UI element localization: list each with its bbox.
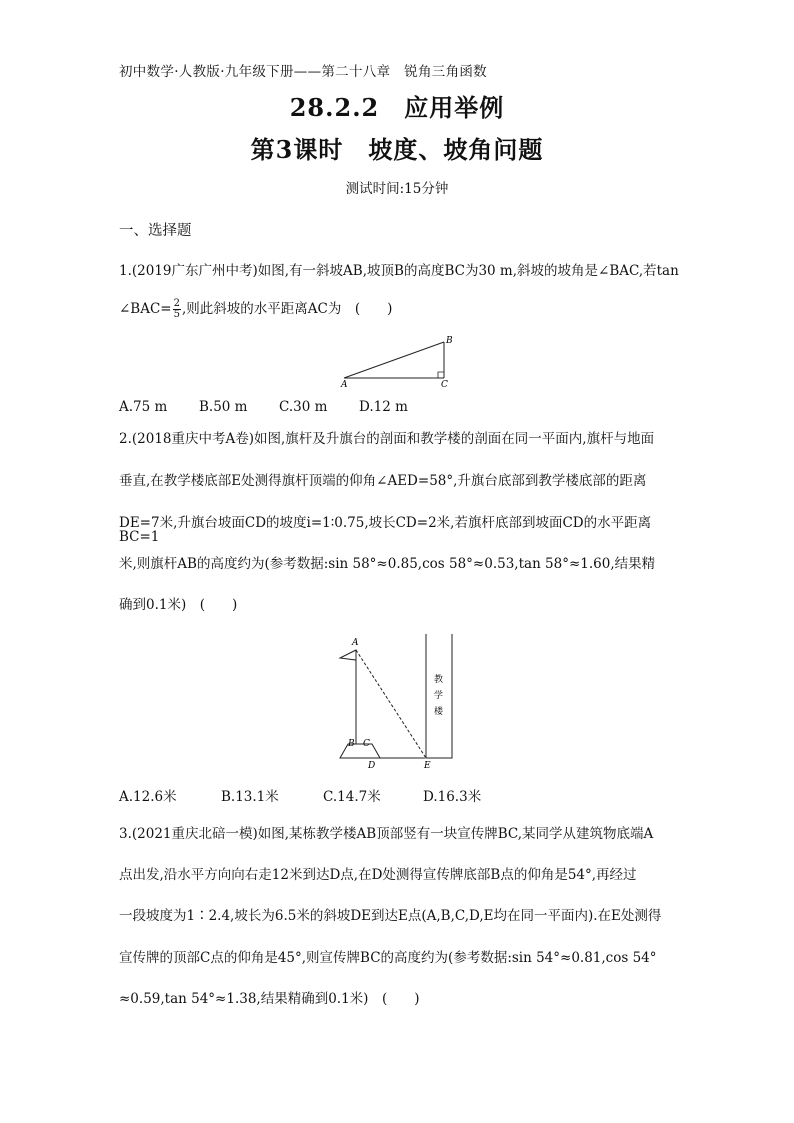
q1-fraction [173, 299, 181, 320]
q1-line2-b: ,则此斜坡的水平距离AC为 ( ) [182, 301, 393, 317]
q2-label-e: E [424, 761, 431, 771]
q2-label-c: C [363, 739, 370, 749]
q3-line2: 点出发,沿水平方向向右走12米到达D点,在D处测得宣传牌底部B点的仰角是54°,再经过 [119, 867, 637, 883]
q1-line-ab [344, 342, 444, 378]
q1-label-c: C [441, 380, 448, 390]
q2-flag [340, 650, 356, 660]
test-time: 测试时间:15分钟 [345, 181, 449, 197]
q1-frac-num: 2 [173, 298, 180, 309]
q2-label-d: D [368, 761, 376, 771]
q1-line1: 1.(2019广东广州中考)如图,有一斜坡AB,坡顶B的高度BC为30 m,斜坡的坡角是∠BAC,若tan [119, 263, 679, 279]
q2-label-b: B [348, 739, 355, 749]
q2-option-a[interactable]: A.12.6米 [119, 789, 177, 805]
header-breadcrumb: 初中数学·人教版·九年级下册——第二十八章 锐角三角函数 [119, 64, 487, 80]
q1-label-a: A [341, 380, 348, 390]
q1-option-d[interactable]: D.12 m [359, 399, 408, 415]
q1-figure [330, 332, 470, 392]
q3-line4: 宣传牌的顶部C点的仰角是45°,则宣传牌BC的高度约为(参考数据:sin 54°≈0.81,cos 54° [119, 950, 657, 966]
q1-option-a[interactable]: A.75 m [119, 399, 168, 415]
q1-line2 [119, 299, 679, 320]
q2-option-d[interactable]: D.16.3米 [423, 789, 482, 805]
q2-building-char3: 楼 [434, 707, 444, 717]
q1-frac-den: 5 [173, 309, 180, 320]
q2-line2: 垂直,在教学楼底部E处测得旗杆顶端的仰角∠AED=58°,升旗台底部到教学楼底部的距离 [119, 473, 647, 489]
q2-platform [340, 744, 380, 758]
q3-line5: ≈0.59,tan 54°≈1.38,结果精确到0.1米) ( ) [119, 991, 420, 1007]
q1-line2-a: ∠BAC= [119, 301, 172, 317]
q2-line5: 确到0.1米) ( ) [119, 597, 238, 613]
q2-options [119, 785, 679, 805]
lesson-title: 第3课时 坡度、坡角问题 [250, 135, 544, 164]
section-heading: 一、选择题 [119, 223, 192, 239]
q1-option-b[interactable]: B.50 m [199, 399, 248, 415]
q3-line3: 一段坡度为1∶2.4,坡长为6.5米的斜坡DE到达E点(A,B,C,D,E均在同一平面内).在E处测得 [119, 908, 662, 924]
q2-label-a: A [352, 638, 359, 648]
q2-line1: 2.(2018重庆中考A卷)如图,旗杆及升旗台的剖面和教学楼的剖面在同一平面内,旗杆与地面 [119, 431, 655, 447]
q1-options [119, 399, 679, 415]
q1-option-c[interactable]: C.30 m [279, 399, 328, 415]
q1-label-b: B [446, 336, 453, 346]
q2-figure [330, 634, 470, 776]
q2-building-char1: 教 [434, 675, 444, 685]
q2-line3: DE=7米,升旗台坡面CD的坡度i=1∶0.75,坡长CD=2米,若旗杆底部到坡面CD的水平距离BC=1 [119, 515, 652, 545]
q2-building-char2: 学 [434, 691, 444, 701]
section-title: 28.2.2 应用举例 [289, 93, 505, 122]
q2-line4: 米,则旗杆AB的高度约为(参考数据:sin 58°≈0.85,cos 58°≈0.53,tan 58°≈1.60,结果精 [119, 556, 656, 572]
q1-right-angle [438, 372, 444, 378]
q2-option-c[interactable]: C.14.7米 [323, 789, 381, 805]
q3-line1: 3.(2021重庆北碚一模)如图,某栋教学楼AB顶部竖有一块宣传牌BC,某同学从建筑物底端A [119, 826, 654, 842]
q2-option-b[interactable]: B.13.1米 [221, 789, 279, 805]
